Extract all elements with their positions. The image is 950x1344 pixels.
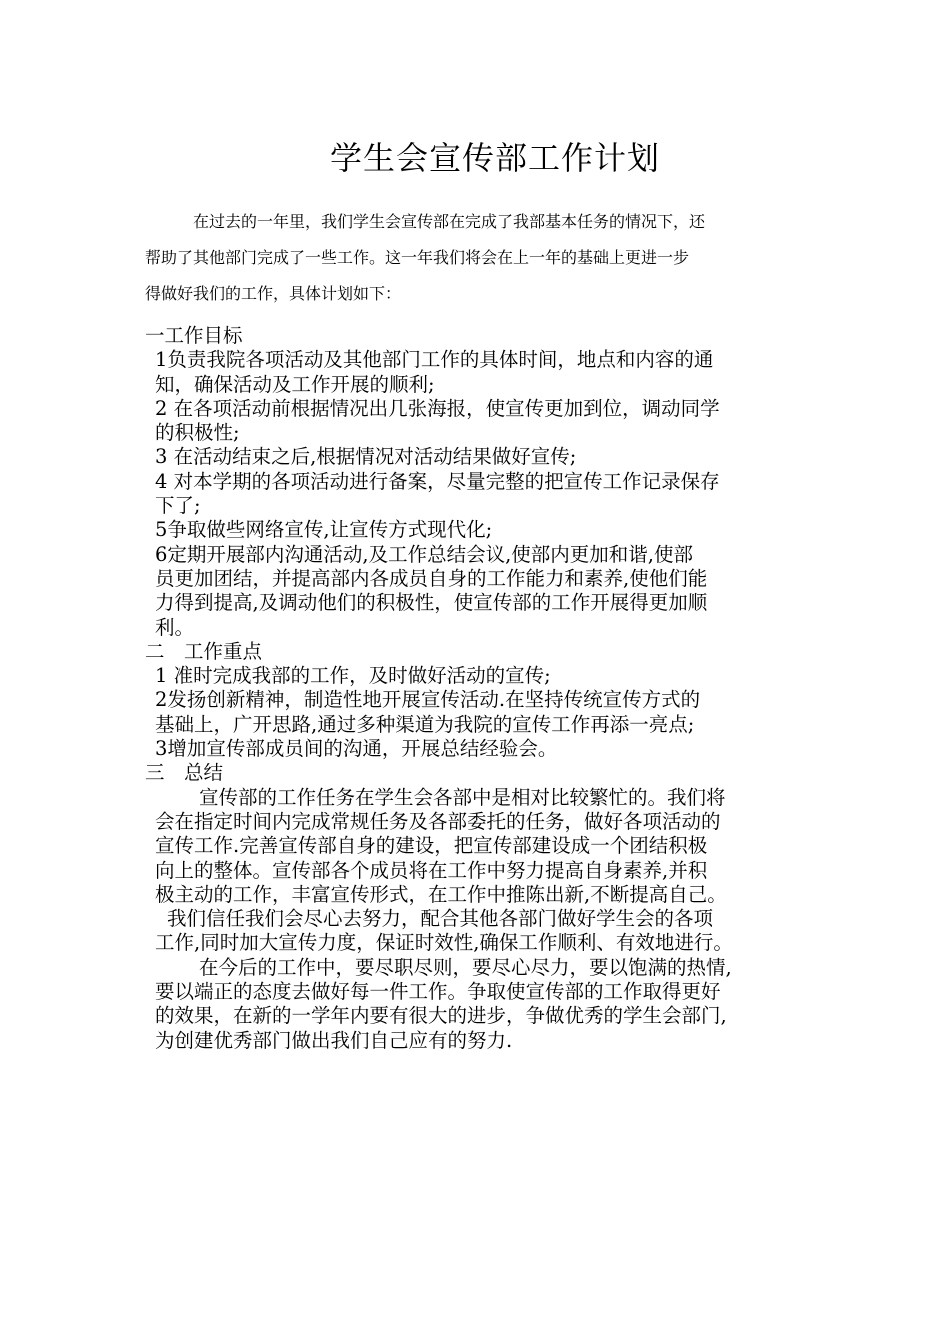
- body-line: 极主动的工作，丰富宣传形式，在工作中推陈出新,不断提高自己。: [155, 882, 727, 906]
- intro-line: 在过去的一年里，我们学生会宣传部在完成了我部基本任务的情况下，还: [193, 212, 706, 231]
- section-heading-focus: 二 工作重点: [145, 639, 263, 663]
- body-line: 4 对本学期的各项活动进行备案，尽量完整的把宣传工作记录保存: [155, 469, 720, 493]
- body-line: 宣传部的工作任务在学生会各部中是相对比较繁忙的。我们将: [199, 785, 726, 809]
- section-heading-summary: 三 总结: [145, 761, 224, 785]
- body-line: 宣传工作.完善宣传部自身的建设，把宣传部建设成一个团结积极: [155, 834, 708, 858]
- body-line: 我们信任我们会尽心去努力，配合其他各部门做好学生会的各项: [167, 907, 714, 931]
- body-line: 在今后的工作中，要尽职尽则，要尽心尽力，要以饱满的热情,: [199, 955, 732, 979]
- body-line: 要以端正的态度去做好每一件工作。争取使宣传部的工作取得更好: [155, 980, 721, 1004]
- body-line: 工作,同时加大宣传力度，保证时效性,确保工作顺利、有效地进行。: [155, 931, 733, 955]
- body-line: 2发扬创新精神，制造性地开展宣传活动.在坚持传统宣传方式的: [155, 688, 701, 712]
- body-line: 3增加宣传部成员间的沟通，开展总结经验会。: [155, 737, 558, 761]
- body-line: 的积极性;: [155, 421, 240, 445]
- intro-line: 帮助了其他部门完成了一些工作。这一年我们将会在上一年的基础上更进一步: [145, 248, 690, 267]
- intro-line: 得做好我们的工作，具体计划如下：: [145, 284, 402, 303]
- body-line: 知，确保活动及工作开展的顺利;: [155, 372, 435, 396]
- body-line: 的效果，在新的一学年内要有很大的进步，争做优秀的学生会部门,: [155, 1004, 727, 1028]
- body-line: 6定期开展部内沟通活动,及工作总结会议,使部内更加和谐,使部: [155, 542, 694, 566]
- section-heading-goals: 一工作目标: [145, 324, 243, 347]
- body-line: 基础上，广开思路,通过多种渠道为我院的宣传工作再添一亮点;: [155, 712, 695, 736]
- body-line: 2 在各项活动前根据情况出几张海报，使宣传更加到位，调动同学: [155, 396, 720, 420]
- body-line: 利。: [155, 615, 195, 639]
- body-line: 为创建优秀部门做出我们自己应有的努力.: [155, 1028, 513, 1052]
- body-line: 3 在活动结束之后,根据情况对活动结果做好宣传;: [155, 445, 577, 469]
- body-line: 1 准时完成我部的工作，及时做好活动的宣传;: [155, 664, 551, 688]
- body-line: 员更加团结，并提高部内各成员自身的工作能力和素养,使他们能: [155, 566, 708, 590]
- body-line: 向上的整体。宣传部各个成员将在工作中努力提高自身素养,并积: [155, 858, 708, 882]
- body-line: 1负责我院各项活动及其他部门工作的具体时间，地点和内容的通: [155, 348, 714, 372]
- intro-paragraph: [145, 204, 815, 312]
- body-line: 力得到提高,及调动他们的积极性，使宣传部的工作开展得更加顺: [155, 591, 708, 615]
- body-line: 会在指定时间内完成常规任务及各部委托的任务，做好各项活动的: [155, 809, 721, 833]
- plan-body: [145, 324, 835, 1053]
- body-line: 下了;: [155, 494, 201, 518]
- body-line: 5争取做些网络宣传,让宣传方式现代化;: [155, 518, 493, 542]
- document-title: 学生会宣传部工作计划: [329, 139, 660, 177]
